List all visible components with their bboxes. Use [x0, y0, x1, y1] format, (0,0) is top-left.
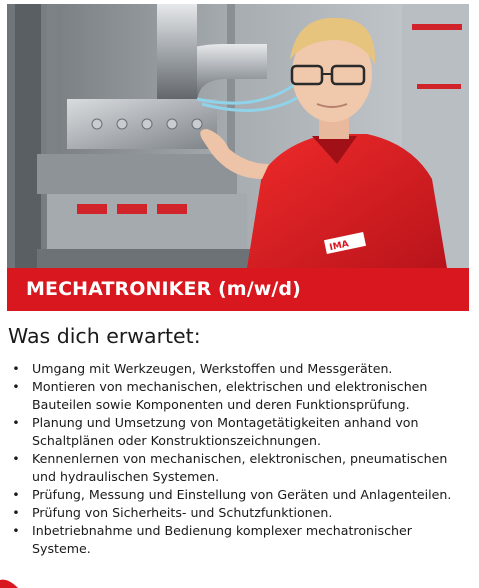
bullet-icon: •	[12, 523, 20, 538]
person-at-machine-photo	[7, 4, 469, 268]
list-item	[0, 378, 479, 414]
bullet-icon: •	[12, 361, 20, 376]
list-item-text: Kennenlernen von mechanischen, elektronischen, pneumatischen und hydraulischen Systemen.	[32, 451, 448, 484]
list-item	[0, 414, 479, 450]
list-item	[0, 360, 479, 378]
list-item-text: Planung und Umsetzung von Montagetätigkeiten anhand von Schaltplänen oder Konstruktionszeichnungen.	[32, 415, 419, 448]
list-item-text: Prüfung, Messung und Einstellung von Geräten und Anlagenteilen.	[32, 487, 452, 502]
bullet-icon: •	[12, 415, 20, 430]
list-item	[0, 486, 479, 504]
bullet-icon: •	[12, 451, 20, 466]
bullet-icon: •	[12, 505, 20, 520]
list-item	[0, 522, 479, 558]
header-photo	[7, 4, 469, 268]
list-item-text: Umgang mit Werkzeugen, Werkstoffen und Messgeräten.	[32, 361, 393, 376]
list-item	[0, 450, 479, 486]
task-list	[0, 360, 479, 558]
bullet-icon: •	[12, 379, 20, 394]
list-item-text: Montieren von mechanischen, elektrischen und elektronischen Bauteilen sowie Komponenten und deren Funktionsprüfung.	[32, 379, 428, 412]
list-item	[0, 504, 479, 522]
corner-accent-icon	[0, 576, 18, 588]
title-banner	[7, 268, 469, 311]
job-title: MECHATRONIKER (m/w/d)	[26, 278, 301, 300]
section-heading: Was dich erwartet:	[8, 324, 201, 348]
list-item-text: Inbetriebnahme und Bedienung komplexer mechatronischer Systeme.	[32, 523, 412, 556]
list-item-text: Prüfung von Sicherheits- und Schutzfunktionen.	[32, 505, 333, 520]
shirt-badge: IMA	[328, 239, 350, 254]
bullet-icon: •	[12, 487, 20, 502]
